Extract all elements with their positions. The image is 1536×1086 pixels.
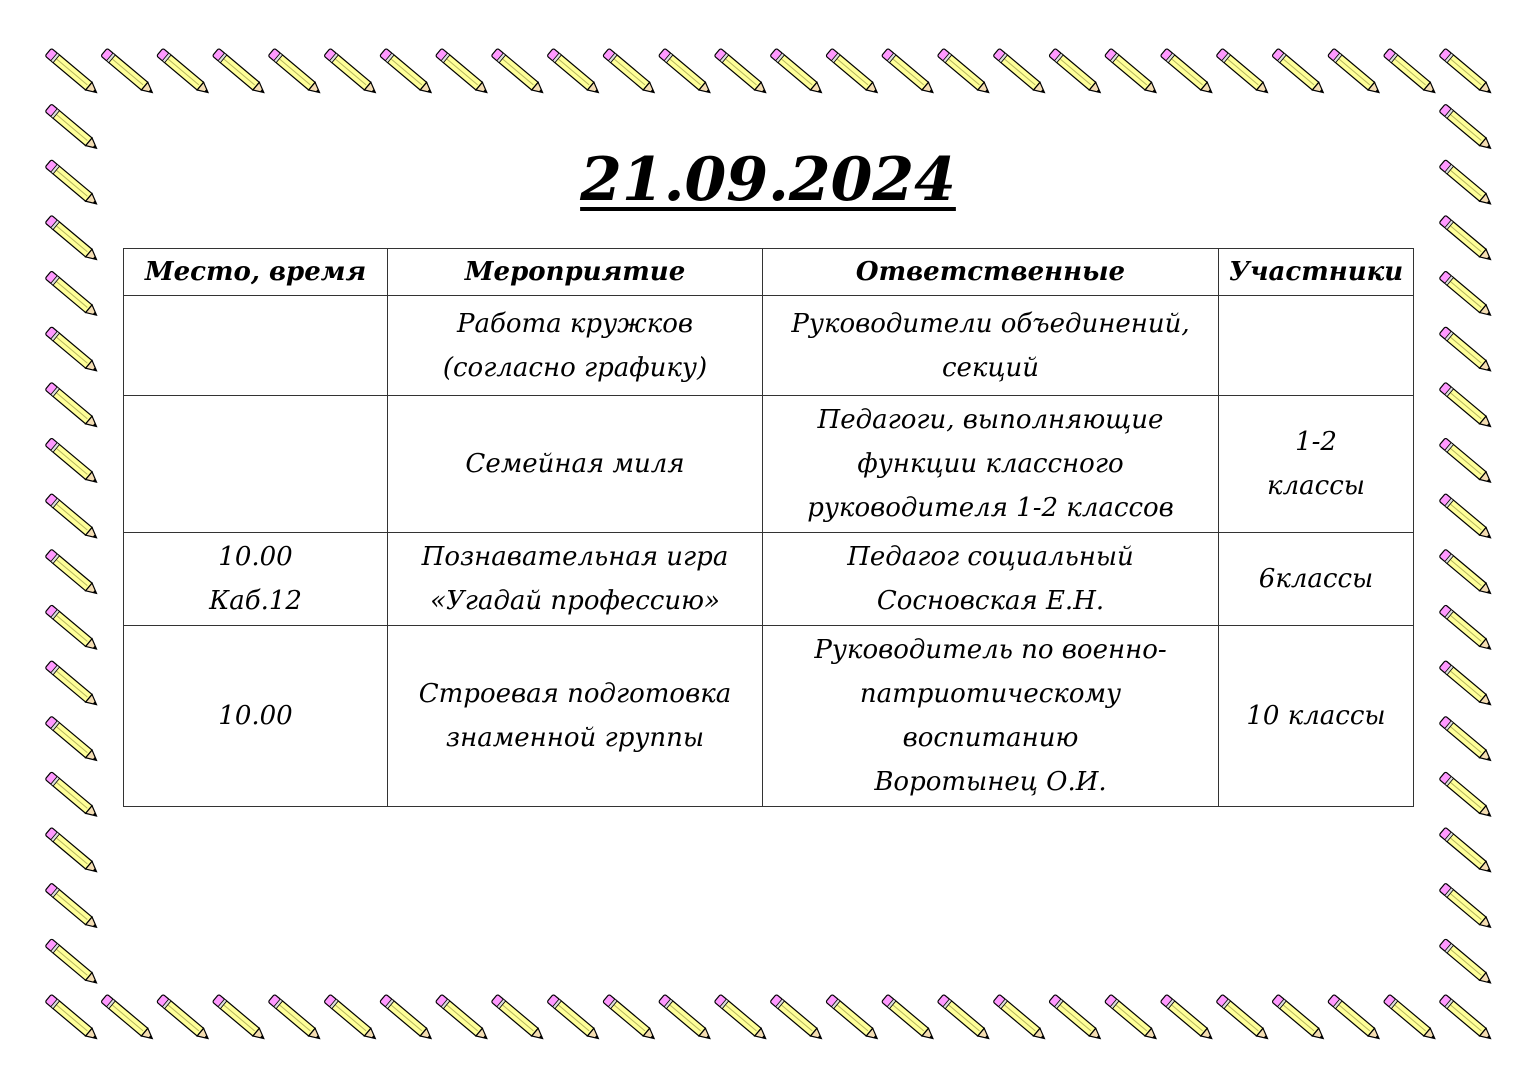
- pencil-icon: [1439, 772, 1494, 820]
- pencil-icon: [45, 493, 100, 541]
- pencil-icon: [714, 994, 769, 1042]
- pencil-icon: [1439, 326, 1494, 374]
- pencil-icon: [45, 549, 100, 597]
- pencil-icon: [101, 48, 156, 96]
- cell-text-line: 1-2: [1295, 427, 1337, 457]
- cell-participants: [1219, 533, 1414, 626]
- pencil-icon: [658, 994, 713, 1042]
- table-row: [124, 626, 1414, 807]
- pencil-icon: [993, 48, 1048, 96]
- pencil-icon: [1272, 48, 1327, 96]
- pencil-icon: [1439, 883, 1494, 931]
- pencil-icon: [1439, 549, 1494, 597]
- pencil-icon: [1439, 994, 1494, 1042]
- cell-text-line: (согласно графику): [442, 352, 708, 383]
- pencil-icon: [1439, 438, 1494, 486]
- pencil-icon: [937, 48, 992, 96]
- cell-event: [388, 533, 763, 626]
- pencil-icon: [547, 48, 602, 96]
- cell-responsible: [763, 396, 1219, 533]
- pencil-icon: [1104, 994, 1159, 1042]
- pencil-icon: [1328, 48, 1383, 96]
- title-date: 21.09.2024: [580, 145, 956, 215]
- pencil-icon: [714, 48, 769, 96]
- cell-text-line: классы: [1267, 471, 1365, 501]
- page-title: [0, 140, 1536, 220]
- cell-place-time: [124, 296, 388, 396]
- header-responsible: Ответственные: [763, 249, 1219, 296]
- cell-text-line: 10 классы: [1246, 701, 1386, 731]
- pencil-icon: [1439, 382, 1494, 430]
- pencil-icon: [770, 48, 825, 96]
- cell-responsible: [763, 533, 1219, 626]
- pencil-icon: [1439, 493, 1494, 541]
- table-body: [124, 296, 1414, 807]
- pencil-icon: [380, 48, 435, 96]
- pencil-icon: [826, 48, 881, 96]
- cell-responsible: [763, 296, 1219, 396]
- pencil-icon: [45, 883, 100, 931]
- cell-text-line: знаменной группы: [445, 723, 705, 753]
- cell-participants: [1219, 626, 1414, 807]
- pencil-icon: [324, 48, 379, 96]
- pencil-icon: [547, 994, 602, 1042]
- pencil-icon: [101, 994, 156, 1042]
- pencil-icon: [1439, 660, 1494, 708]
- cell-event: [388, 396, 763, 533]
- pencil-icon: [45, 438, 100, 486]
- cell-text-line: патриотическому: [859, 679, 1122, 709]
- pencil-icon: [45, 772, 100, 820]
- pencil-icon: [881, 994, 936, 1042]
- pencil-icon: [45, 939, 100, 987]
- pencil-icon: [1383, 994, 1438, 1042]
- pencil-icon: [1104, 48, 1159, 96]
- pencil-icon: [45, 271, 100, 319]
- cell-text-line: Работа кружков: [456, 308, 694, 339]
- pencil-icon: [1439, 48, 1494, 96]
- cell-text-line: Сосновская Е.Н.: [876, 586, 1105, 616]
- pencil-icon: [268, 994, 323, 1042]
- header-participants: Участники: [1219, 249, 1414, 296]
- pencil-icon: [157, 48, 212, 96]
- schedule-table: [123, 248, 1414, 807]
- pencil-icon: [1216, 48, 1271, 96]
- cell-event: [388, 296, 763, 396]
- pencil-icon: [45, 605, 100, 653]
- cell-text-line: секций: [941, 352, 1040, 383]
- pencil-icon: [1439, 827, 1494, 875]
- cell-text-line: руководителя 1-2 классов: [807, 493, 1174, 523]
- header-event: Мероприятие: [388, 249, 763, 296]
- pencil-icon: [45, 716, 100, 764]
- pencil-icon: [1439, 716, 1494, 764]
- pencil-icon: [770, 994, 825, 1042]
- pencil-icon: [937, 994, 992, 1042]
- cell-place-time: [124, 396, 388, 533]
- pencil-icon: [1216, 994, 1271, 1042]
- cell-text-line: Познавательная игра: [421, 542, 729, 572]
- pencil-icon: [1160, 994, 1215, 1042]
- cell-text-line: Руководитель по военно-: [814, 635, 1167, 665]
- cell-text-line: воспитанию: [902, 723, 1079, 753]
- pencil-icon: [826, 994, 881, 1042]
- cell-text-line: 10.00: [218, 542, 293, 572]
- cell-place-time: [124, 533, 388, 626]
- pencil-icon: [1049, 48, 1104, 96]
- cell-text-line: «Угадай профессию»: [430, 586, 720, 616]
- cell-text-line: Педагоги, выполняющие: [817, 405, 1164, 435]
- cell-text-line: Каб.12: [209, 586, 302, 616]
- pencil-icon: [324, 994, 379, 1042]
- pencil-icon: [1328, 994, 1383, 1042]
- pencil-icon: [993, 994, 1048, 1042]
- table-row: [124, 533, 1414, 626]
- pencil-icon: [435, 48, 490, 96]
- pencil-icon: [45, 660, 100, 708]
- pencil-icon: [212, 48, 267, 96]
- pencil-icon: [1160, 48, 1215, 96]
- pencil-icon: [45, 48, 100, 96]
- pencil-icon: [1439, 215, 1494, 263]
- pencil-icon: [881, 48, 936, 96]
- pencil-icon: [45, 994, 100, 1042]
- pencil-icon: [45, 326, 100, 374]
- cell-event: [388, 626, 763, 807]
- pencil-icon: [603, 48, 658, 96]
- cell-responsible: [763, 626, 1219, 807]
- pencil-icon: [435, 994, 490, 1042]
- pencil-icon: [157, 994, 212, 1042]
- pencil-icon: [1439, 271, 1494, 319]
- pencil-icon: [45, 382, 100, 430]
- pencil-icon: [658, 48, 713, 96]
- table-row: [124, 296, 1414, 396]
- cell-participants: [1219, 396, 1414, 533]
- pencil-icon: [1383, 48, 1438, 96]
- table-row: [124, 396, 1414, 533]
- pencil-icon: [212, 994, 267, 1042]
- pencil-icon: [1272, 994, 1327, 1042]
- pencil-icon: [45, 215, 100, 263]
- pencil-icon: [1439, 939, 1494, 987]
- header-place-time: Место, время: [124, 249, 388, 296]
- cell-text-line: Воротынец О.И.: [874, 767, 1107, 797]
- pencil-icon: [268, 48, 323, 96]
- cell-text-line: 10.00: [218, 701, 293, 731]
- pencil-icon: [1439, 605, 1494, 653]
- pencil-icon: [380, 994, 435, 1042]
- cell-text-line: функции классного: [857, 449, 1124, 479]
- cell-text-line: Руководители объединений,: [791, 308, 1190, 339]
- cell-text-line: 6классы: [1258, 564, 1374, 594]
- pencil-icon: [491, 48, 546, 96]
- pencil-icon: [45, 827, 100, 875]
- cell-text-line: Строевая подготовка: [418, 679, 732, 709]
- cell-text-line: Семейная миля: [465, 449, 685, 479]
- cell-participants: [1219, 296, 1414, 396]
- pencil-icon: [491, 994, 546, 1042]
- pencil-icon: [1049, 994, 1104, 1042]
- cell-place-time: [124, 626, 388, 807]
- cell-text-line: Педагог социальный: [847, 542, 1134, 572]
- pencil-icon: [603, 994, 658, 1042]
- table-header-row: [124, 249, 1414, 296]
